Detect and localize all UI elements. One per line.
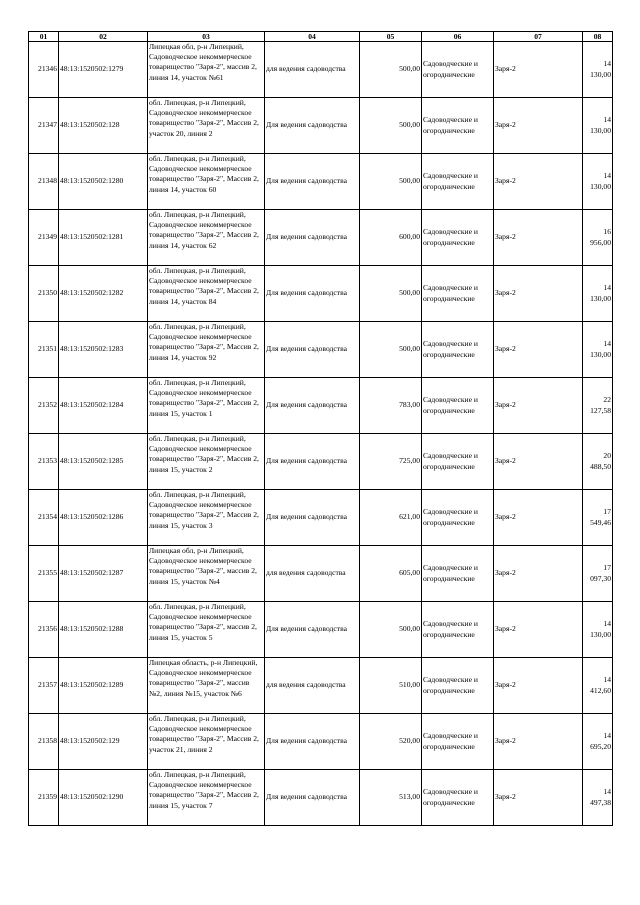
address-cell [148, 714, 265, 770]
partnership-name-cell: Заря-2 [494, 154, 583, 210]
area-cell: 600,00 [360, 210, 422, 266]
table-row [29, 98, 613, 154]
cadastral-number-cell: 48:13:1520502:1288 [59, 602, 148, 658]
area-cell: 500,00 [360, 602, 422, 658]
partnership-name-cell: Заря-2 [494, 210, 583, 266]
address-text: обл. Липецкая, р-н Липецкий, Садоводческое некоммерческое товарищество "Заря-2", Массив 2, линия 15, участок 2 [149, 434, 259, 474]
address-text: обл. Липецкая, р-н Липецкий, Садоводческое некоммерческое товарищество "Заря-2", Массив 2, линия 15, участок 1 [149, 378, 259, 418]
table-row [29, 210, 613, 266]
partnership-name-cell: Заря-2 [494, 770, 583, 826]
cadastral-value-cell: 20 488,50 [583, 434, 613, 490]
cadastral-number-cell: 48:13:1520502:1289 [59, 658, 148, 714]
land-category-cell: Садоводческие и огороднические [422, 546, 494, 602]
address-text: обл. Липецкая, р-н Липецкий, Садоводческое некоммерческое товарищество "Заря-2", Массив 2, линия 14, участок 60 [149, 154, 259, 194]
cadastral-value-cell: 14 130,00 [583, 322, 613, 378]
area-cell: 500,00 [360, 322, 422, 378]
address-text: обл. Липецкая, р-н Липецкий, Садоводческое некоммерческое товарищество "Заря-2", Массив 2, участок 20, линия 2 [149, 98, 259, 138]
address-cell [148, 266, 265, 322]
address-cell [148, 602, 265, 658]
table-row [29, 490, 613, 546]
partnership-name-cell: Заря-2 [494, 322, 583, 378]
table-row [29, 434, 613, 490]
address-text: обл. Липецкая, р-н Липецкий, Садоводческое некоммерческое товарищество "Заря-2", Массив 2, линия 15, участок 7 [149, 770, 259, 810]
permitted-use-cell: Для ведения садоводства [265, 322, 360, 378]
cadastral-number-cell: 48:13:1520502:1286 [59, 490, 148, 546]
address-cell [148, 658, 265, 714]
record-number-cell: 21352 [29, 378, 59, 434]
cadastral-value-cell: 14 695,20 [583, 714, 613, 770]
record-number-cell: 21357 [29, 658, 59, 714]
record-number-cell: 21354 [29, 490, 59, 546]
address-cell [148, 98, 265, 154]
permitted-use-cell: для ведения садоводства [265, 546, 360, 602]
address-text: обл. Липецкая, р-н Липецкий, Садоводческое некоммерческое товарищество "Заря-2", Массив 2, линия 14, участок 92 [149, 322, 259, 362]
column-header: 08 [583, 32, 613, 42]
permitted-use-cell: Для ведения садоводства [265, 154, 360, 210]
partnership-name-cell: Заря-2 [494, 378, 583, 434]
cadastral-value-cell: 14 130,00 [583, 266, 613, 322]
record-number-cell: 21356 [29, 602, 59, 658]
record-number-cell: 21358 [29, 714, 59, 770]
partnership-name-cell: Заря-2 [494, 434, 583, 490]
cadastral-number-cell: 48:13:1520502:129 [59, 714, 148, 770]
area-cell: 500,00 [360, 98, 422, 154]
column-header: 03 [148, 32, 265, 42]
area-cell: 621,00 [360, 490, 422, 546]
table-row [29, 42, 613, 98]
cadastral-number-cell: 48:13:1520502:128 [59, 98, 148, 154]
table-row [29, 378, 613, 434]
permitted-use-cell: Для ведения садоводства [265, 434, 360, 490]
cadastre-table [28, 31, 613, 826]
cadastral-value-cell: 14 130,00 [583, 42, 613, 98]
table-row [29, 266, 613, 322]
cadastral-number-cell: 48:13:1520502:1281 [59, 210, 148, 266]
record-number-cell: 21359 [29, 770, 59, 826]
address-text: Липецкая обл, р-н Липецкий, Садоводческое некоммерческое товарищество "Заря-2", массив 2, линия 15, участок №4 [149, 546, 257, 586]
address-text: обл. Липецкая, р-н Липецкий, Садоводческое некоммерческое товарищество "Заря-2", Массив 2, участок 21, линия 2 [149, 714, 259, 754]
table-row [29, 658, 613, 714]
address-cell [148, 322, 265, 378]
cadastral-number-cell: 48:13:1520502:1280 [59, 154, 148, 210]
table-row [29, 322, 613, 378]
cadastral-value-cell: 14 130,00 [583, 154, 613, 210]
land-category-cell: Садоводческие и огороднические [422, 434, 494, 490]
land-category-cell: Садоводческие и огороднические [422, 770, 494, 826]
address-text: обл. Липецкая, р-н Липецкий, Садоводческое некоммерческое товарищество "Заря-2", Массив 2, линия 15, участок 3 [149, 490, 259, 530]
column-header: 02 [59, 32, 148, 42]
table-row [29, 714, 613, 770]
address-cell [148, 378, 265, 434]
area-cell: 500,00 [360, 266, 422, 322]
cadastral-number-cell: 48:13:1520502:1290 [59, 770, 148, 826]
permitted-use-cell: Для ведения садоводства [265, 602, 360, 658]
address-text: Липецкая область, р-н Липецкий, Садоводческое некоммерческое товарищество "Заря-2", массив №2, линия №15, участок №6 [149, 658, 258, 698]
cadastral-number-cell: 48:13:1520502:1283 [59, 322, 148, 378]
cadastral-number-cell: 48:13:1520502:1285 [59, 434, 148, 490]
address-text: обл. Липецкая, р-н Липецкий, Садоводческое некоммерческое товарищество "Заря-2", Массив 2, линия 14, участок 84 [149, 266, 259, 306]
address-cell [148, 42, 265, 98]
record-number-cell: 21355 [29, 546, 59, 602]
cadastral-number-cell: 48:13:1520502:1287 [59, 546, 148, 602]
table-row [29, 546, 613, 602]
table-row [29, 154, 613, 210]
column-header: 05 [360, 32, 422, 42]
permitted-use-cell: Для ведения садоводства [265, 210, 360, 266]
address-cell [148, 770, 265, 826]
record-number-cell: 21346 [29, 42, 59, 98]
address-text: обл. Липецкая, р-н Липецкий, Садоводческое некоммерческое товарищество "Заря-2", Массив 2, линия 14, участок 62 [149, 210, 259, 250]
area-cell: 725,00 [360, 434, 422, 490]
area-cell: 520,00 [360, 714, 422, 770]
column-header: 06 [422, 32, 494, 42]
permitted-use-cell: Для ведения садоводства [265, 714, 360, 770]
land-category-cell: Садоводческие и огороднические [422, 154, 494, 210]
land-category-cell: Садоводческие и огороднические [422, 602, 494, 658]
partnership-name-cell: Заря-2 [494, 98, 583, 154]
address-cell [148, 490, 265, 546]
permitted-use-cell: Для ведения садоводства [265, 266, 360, 322]
column-header: 01 [29, 32, 59, 42]
land-category-cell: Садоводческие и огороднические [422, 210, 494, 266]
area-cell: 500,00 [360, 154, 422, 210]
land-category-cell: Садоводческие и огороднические [422, 98, 494, 154]
header-row [29, 32, 613, 42]
address-text: обл. Липецкая, р-н Липецкий, Садоводческое некоммерческое товарищество "Заря-2", массив 2, линия 15, участок 5 [149, 602, 257, 642]
partnership-name-cell: Заря-2 [494, 714, 583, 770]
column-header: 04 [265, 32, 360, 42]
partnership-name-cell: Заря-2 [494, 602, 583, 658]
partnership-name-cell: Заря-2 [494, 546, 583, 602]
cadastral-number-cell: 48:13:1520502:1279 [59, 42, 148, 98]
record-number-cell: 21347 [29, 98, 59, 154]
permitted-use-cell: Для ведения садоводства [265, 770, 360, 826]
partnership-name-cell: Заря-2 [494, 42, 583, 98]
cadastral-value-cell: 16 956,00 [583, 210, 613, 266]
cadastral-number-cell: 48:13:1520502:1284 [59, 378, 148, 434]
cadastral-value-cell: 14 412,60 [583, 658, 613, 714]
cadastral-value-cell: 14 497,38 [583, 770, 613, 826]
address-cell [148, 546, 265, 602]
permitted-use-cell: Для ведения садоводства [265, 98, 360, 154]
column-header: 07 [494, 32, 583, 42]
cadastral-value-cell: 14 130,00 [583, 602, 613, 658]
area-cell: 513,00 [360, 770, 422, 826]
land-category-cell: Садоводческие и огороднические [422, 490, 494, 546]
area-cell: 605,00 [360, 546, 422, 602]
area-cell: 783,00 [360, 378, 422, 434]
area-cell: 500,00 [360, 42, 422, 98]
record-number-cell: 21351 [29, 322, 59, 378]
table-row [29, 602, 613, 658]
address-cell [148, 434, 265, 490]
record-number-cell: 21353 [29, 434, 59, 490]
cadastral-value-cell: 22 127,58 [583, 378, 613, 434]
land-category-cell: Садоводческие и огороднические [422, 378, 494, 434]
partnership-name-cell: Заря-2 [494, 490, 583, 546]
land-category-cell: Садоводческие и огороднические [422, 714, 494, 770]
land-category-cell: Садоводческие и огороднические [422, 322, 494, 378]
address-cell [148, 210, 265, 266]
permitted-use-cell: для ведения садоводства [265, 42, 360, 98]
land-category-cell: Садоводческие и огороднические [422, 266, 494, 322]
permitted-use-cell: для ведения садоводства [265, 658, 360, 714]
permitted-use-cell: Для ведения садоводства [265, 490, 360, 546]
land-category-cell: Садоводческие и огороднические [422, 658, 494, 714]
table-body [29, 42, 613, 826]
address-cell [148, 154, 265, 210]
cadastral-number-cell: 48:13:1520502:1282 [59, 266, 148, 322]
partnership-name-cell: Заря-2 [494, 658, 583, 714]
permitted-use-cell: Для ведения садоводства [265, 378, 360, 434]
partnership-name-cell: Заря-2 [494, 266, 583, 322]
area-cell: 510,00 [360, 658, 422, 714]
table-row [29, 770, 613, 826]
record-number-cell: 21348 [29, 154, 59, 210]
record-number-cell: 21350 [29, 266, 59, 322]
record-number-cell: 21349 [29, 210, 59, 266]
cadastral-value-cell: 17 097,30 [583, 546, 613, 602]
cadastral-value-cell: 17 549,46 [583, 490, 613, 546]
cadastral-value-cell: 14 130,00 [583, 98, 613, 154]
land-category-cell: Садоводческие и огороднические [422, 42, 494, 98]
address-text: Липецкая обл, р-н Липецкий, Садоводческое некоммерческое товарищество "Заря-2", массив 2, линия 14, участок №61 [149, 42, 257, 82]
